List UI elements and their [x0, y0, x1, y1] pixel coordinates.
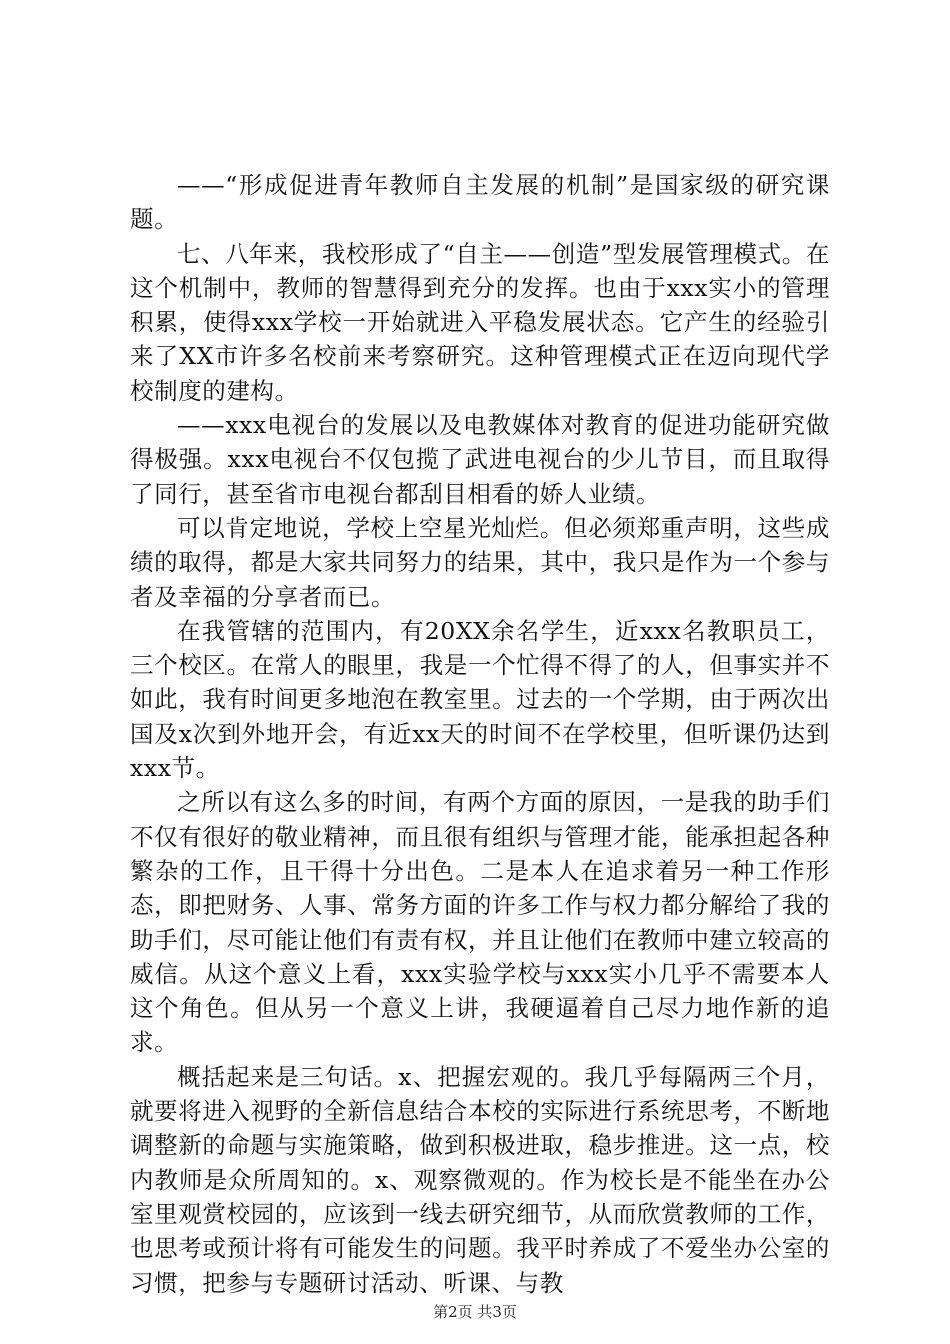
paragraph-school-scale: 在我管辖的范围内，有20XX余名学生，近xxx名教职员工，三个校区。在常人的眼里，我是一个忙得不得了的人，但事实并不如此，我有时间更多地泡在教室里。过去的一个学期，由于两次出国及x次到外地开会，有近xx天的时间不在学校里，但听课仍达到xxx节。 — [130, 616, 830, 783]
paragraph-tv-station: ——xxx电视台的发展以及电教媒体对教育的促进功能研究做得极强。xxx电视台不仅包揽了武进电视台的少儿节目，而且取得了同行，甚至省市电视台都刮目相看的娇人业绩。 — [130, 411, 830, 508]
paragraph-achievements: 可以肯定地说，学校上空星光灿烂。但必须郑重声明，这些成绩的取得，都是大家共同努力的结果，其中，我只是作为一个参与者及幸福的分享者而已。 — [130, 513, 830, 611]
page-footer: 第2页 共3页 — [433, 1303, 517, 1321]
paragraph-management-model: 七、八年来，我校形成了“自主——创造”型发展管理模式。在这个机制中，教师的智慧得到充分的发挥。也由于xxx实小的管理积累，使得xxx学校一开始就进入平稳发展状态。它产生的经验引来了XX市许多名校前来考察研究。这种管理模式正在迈向现代学校制度的建构。 — [130, 239, 830, 405]
paragraph-summary: 概括起来是三句话。x、把握宏观的。我几乎每隔两三个月，就要将进入视野的全新信息结合本校的实际进行系统思考，不断地调整新的命题与实施策略，做到积极进取，稳步推进。这一点，校内教师是众所周知的。x、观察微观的。作为校长是不能坐在办公室里观赏校园的，应该到一线去研究细节，从而欣赏教师的工作，也思考或预计将有可能发生的问题。我平时养成了不爱坐办公室的习惯，把参与专题研讨活动、听课、与教 — [130, 1062, 830, 1297]
paragraph-reasons: 之所以有这么多的时间，有两个方面的原因，一是我的助手们不仅有很好的敬业精神，而且很有组织与管理才能，能承担起各种繁杂的工作，且干得十分出色。二是本人在追求着另一种工作形态，即把财务、人事、常务方面的许多工作与权力都分解给了我的助手们，尽可能让他们有责有权，并且让他们在教师中建立较高的威信。从这个意义上看，xxx实验学校与xxx实小几乎不需要本人这个角色。但从另一个意义上讲，我硬逼着自己尽力地作新的追求。 — [130, 788, 830, 1057]
paragraph-research-topic: ——“形成促进青年教师自主发展的机制”是国家级的研究课题。 — [130, 171, 830, 234]
document-body — [130, 168, 830, 1300]
